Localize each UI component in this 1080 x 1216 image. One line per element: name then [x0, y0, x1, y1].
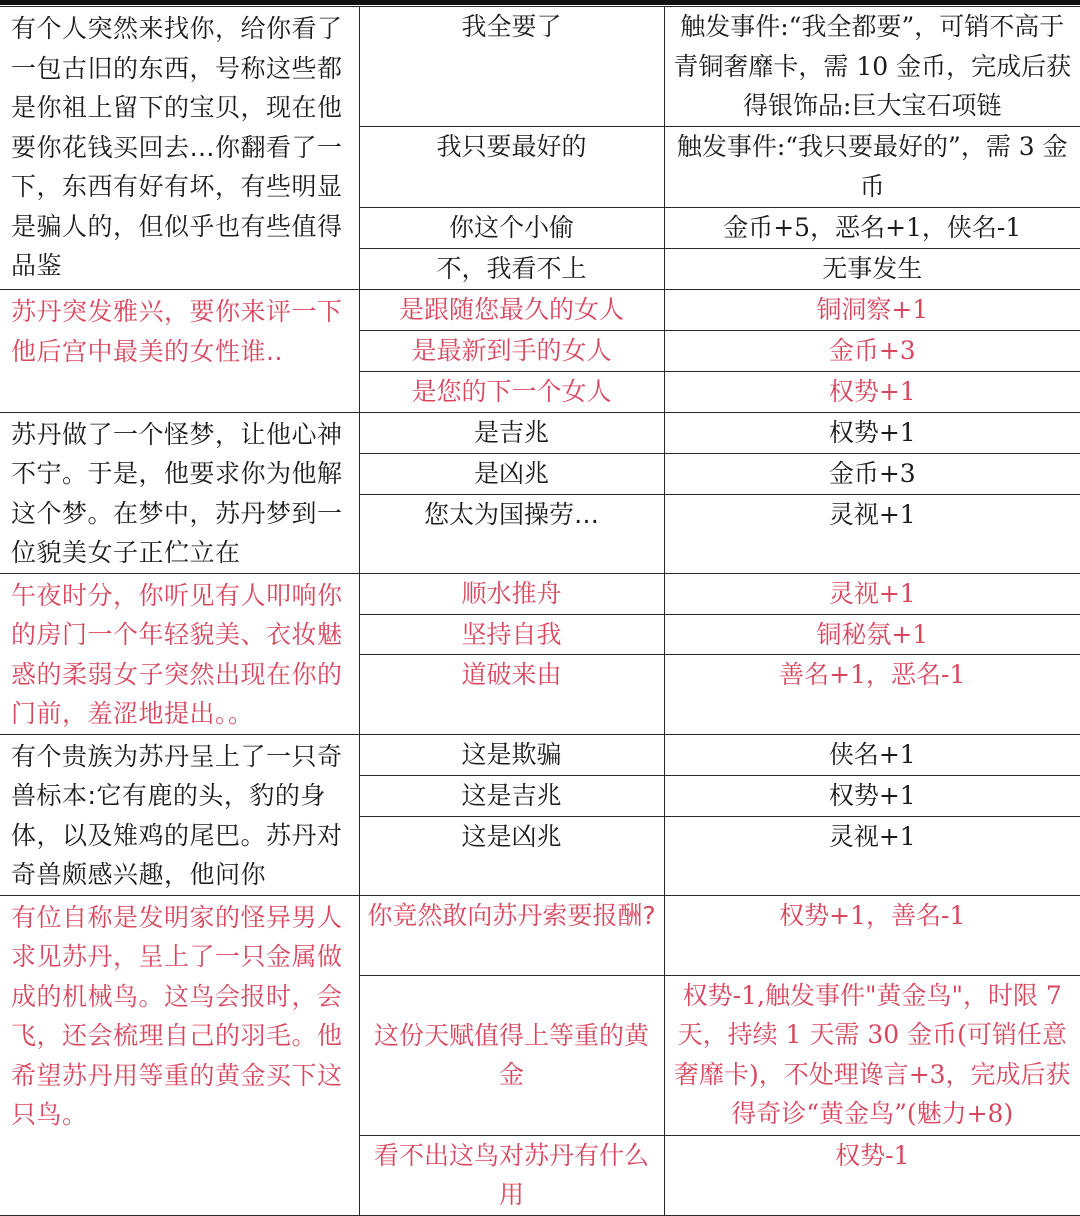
event-description: 有个贵族为苏丹呈上了一只奇兽标本:它有鹿的头，豹的身体，以及雉鸡的尾巴。苏丹对奇兽颇感兴趣，他问你 [0, 734, 359, 895]
choice-result: 铜洞察+1 [664, 290, 1080, 331]
choice-option: 我全要了 [359, 7, 664, 127]
choice-result: 灵视+1 [664, 816, 1080, 895]
choice-result: 触发事件:“我只要最好的”，需 3 金币 [664, 127, 1080, 208]
choice-option: 是跟随您最久的女人 [359, 290, 664, 331]
table-row [0, 895, 1080, 975]
choice-option: 不，我看不上 [359, 249, 664, 290]
choice-option: 顺水推舟 [359, 573, 664, 614]
choice-result: 灵视+1 [664, 573, 1080, 614]
choice-option: 是吉兆 [359, 412, 664, 453]
event-description: 苏丹做了一个怪梦，让他心神不宁。于是，他要求你为他解这个梦。在梦中，苏丹梦到一位貌美女子正伫立在 [0, 412, 359, 573]
event-description: 苏丹突发雅兴，要你来评一下他后宫中最美的女性谁.. [0, 290, 359, 413]
choice-result: 权势+1 [664, 775, 1080, 816]
choice-result: 金币+5，恶名+1，侠名-1 [664, 208, 1080, 249]
choice-option: 这是欺骗 [359, 734, 664, 775]
choice-option: 是您的下一个女人 [359, 371, 664, 412]
event-table [0, 6, 1080, 1216]
choice-option: 是最新到手的女人 [359, 330, 664, 371]
event-description: 有位自称是发明家的怪异男人求见苏丹，呈上了一只金属做成的机械鸟。这鸟会报时，会飞，还会梳理自己的羽毛。他希望苏丹用等重的黄金买下这只鸟。 [0, 895, 359, 1215]
choice-result: 权势+1 [664, 412, 1080, 453]
event-description: 午夜时分，你听见有人叩响你的房门一个年轻貌美、衣妆魅惑的柔弱女子突然出现在你的门前，羞涩地提出。。 [0, 573, 359, 734]
choice-option: 这是凶兆 [359, 816, 664, 895]
choice-result: 金币+3 [664, 330, 1080, 371]
choice-option: 这是吉兆 [359, 775, 664, 816]
choice-result: 铜秘氛+1 [664, 614, 1080, 655]
choice-option: 这份天赋值得上等重的黄金 [359, 975, 664, 1135]
choice-result: 金币+3 [664, 453, 1080, 494]
table-row [0, 290, 1080, 331]
choice-result: 侠名+1 [664, 734, 1080, 775]
choice-option: 看不出这鸟对苏丹有什么用 [359, 1135, 664, 1215]
choice-result: 权势-1 [664, 1135, 1080, 1215]
choice-option: 我只要最好的 [359, 127, 664, 208]
event-description: 有个人突然来找你，给你看了一包古旧的东西，号称这些都是你祖上留下的宝贝，现在他要你花钱买回去…你翻看了一下，东西有好有坏，有些明显是骗人的，但似乎也有些值得品鉴 [0, 7, 359, 290]
choice-result: 触发事件:“我全都要”，可销不高于青铜奢靡卡，需 10 金币，完成后获得银饰品:巨大宝石项链 [664, 7, 1080, 127]
choice-option: 道破来由 [359, 655, 664, 734]
table-row [0, 573, 1080, 614]
choice-option: 您太为国操劳… [359, 494, 664, 573]
choice-result: 权势+1，善名-1 [664, 895, 1080, 975]
choice-result: 灵视+1 [664, 494, 1080, 573]
table-row [0, 412, 1080, 453]
choice-result: 权势-1,触发事件"黄金鸟"，时限 7 天，持续 1 天需 30 金币(可销任意奢靡卡)，不处理谗言+3，完成后获得奇诊“黄金鸟”(魅力+8) [664, 975, 1080, 1135]
choice-result: 善名+1，恶名-1 [664, 655, 1080, 734]
choice-option: 坚持自我 [359, 614, 664, 655]
choice-result: 无事发生 [664, 249, 1080, 290]
top-rule [0, 0, 1080, 5]
choice-result: 权势+1 [664, 371, 1080, 412]
choice-option: 你这个小偷 [359, 208, 664, 249]
table-row [0, 7, 1080, 127]
choice-option: 是凶兆 [359, 453, 664, 494]
choice-option: 你竟然敢向苏丹索要报酬? [359, 895, 664, 975]
table-row [0, 734, 1080, 775]
